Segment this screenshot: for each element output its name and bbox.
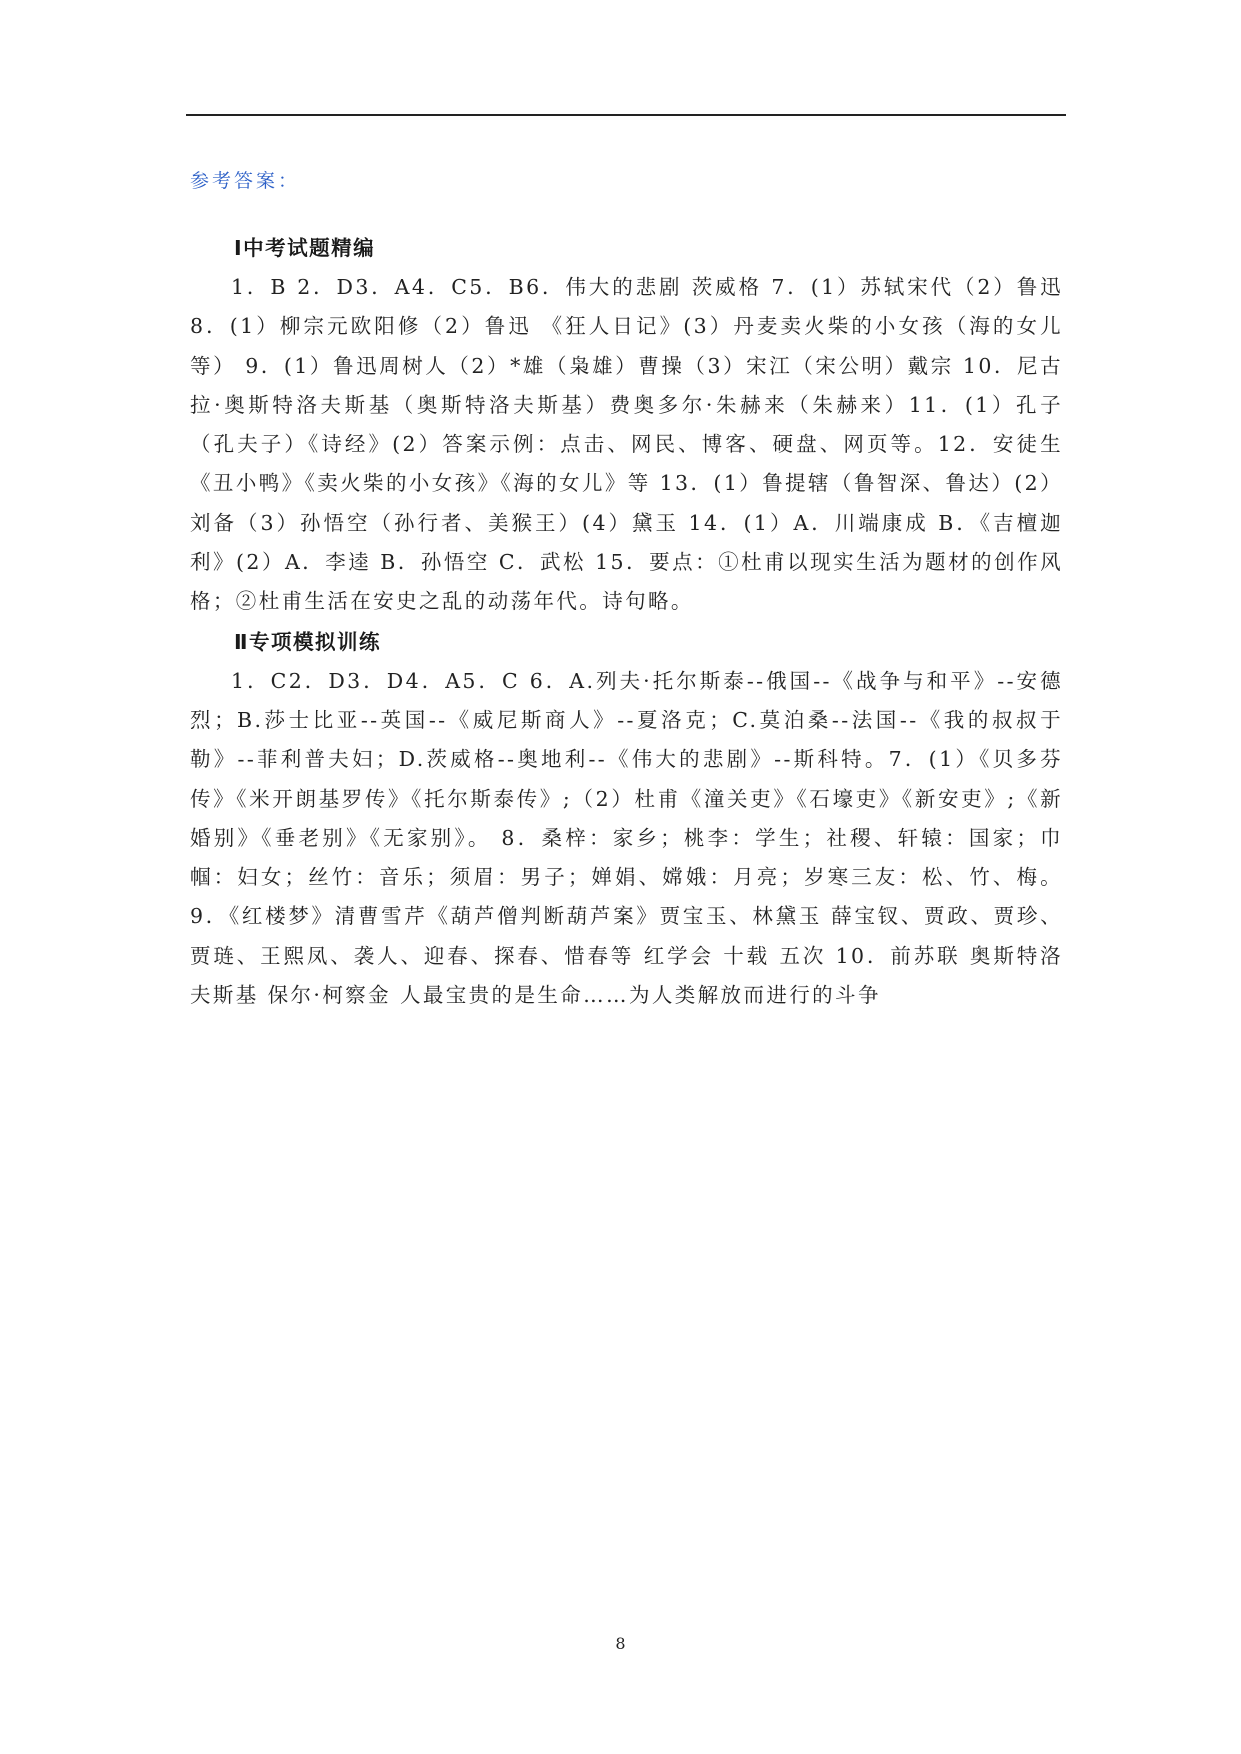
answer-content [190, 228, 1063, 1015]
page-number: 8 [615, 1634, 626, 1653]
section-heading-practice: Ⅱ专项模拟训练 [234, 629, 382, 654]
header-rule [186, 114, 1066, 116]
section-heading-exam-questions: Ⅰ中考试题精编 [234, 236, 376, 260]
section-body-exam-questions: 1．B 2．D3．A4．C5．B6．伟大的悲剧 茨威格 7．(1）苏轼宋代（2）鲁迅 8．(1）柳宗元欧阳修（2）鲁迅 《狂人日记》(3）丹麦卖火柴的小女孩（海的女儿等） 9．(1）鲁迅周树人（2）*雄（枭雄）曹操（3）宋江（宋公明）戴宗 10．尼古拉·奥斯特洛夫斯基（奥斯特洛夫斯基）费奥多尔·朱赫来（朱赫来）11．(1）孔子（孔夫子）《诗经》(2）答案示例：点击、网民、博客、硬盘、网页等。12．安徒生 《丑小鸭》《卖火柴的小女孩》《海的女儿》等 13．(1）鲁提辖（鲁智深、鲁达）(2）刘备（3）孙悟空（孙行者、美猴王）(4）黛玉 14．(1）A．川端康成 B．《吉檀迦利》(2）A．李逵 B．孙悟空 C．武松 15．要点：①杜甫以现实生活为题材的创作风格；②杜甫生活在安史之乱的动荡年代。诗句略。 [190, 275, 1063, 614]
section-body-practice: 1．C2．D3．D4．A5．C 6．A.列夫·托尔斯泰--俄国--《战争与和平》--安德烈；B.莎士比亚--英国--《威尼斯商人》--夏洛克；C.莫泊桑--法国--《我的叔叔于勒》--菲利普夫妇；D.茨威格--奥地利--《伟大的悲剧》--斯科特。7．(1）《贝多芬传》《米开朗基罗传》《托尔斯泰传》;（2）杜甫《潼关吏》《石壕吏》《新安吏》;《新婚别》《垂老别》《无家别》。 8．桑梓：家乡；桃李：学生；社稷、轩辕：国家；巾帼：妇女；丝竹：音乐；须眉：男子；婵娟、嫦娥：月亮；岁寒三友：松、竹、梅。 9．《红楼梦》清曹雪芹《葫芦僧判断葫芦案》贾宝玉、林黛玉 薛宝钗、贾政、贾珍、贾琏、王熙凤、袭人、迎春、探春、惜春等 红学会 十载 五次 10．前苏联 奥斯特洛夫斯基 保尔·柯察金 人最宝贵的是生命……为人类解放而进行的斗争 [190, 668, 1063, 1008]
answer-title: 参考答案： [190, 170, 301, 192]
